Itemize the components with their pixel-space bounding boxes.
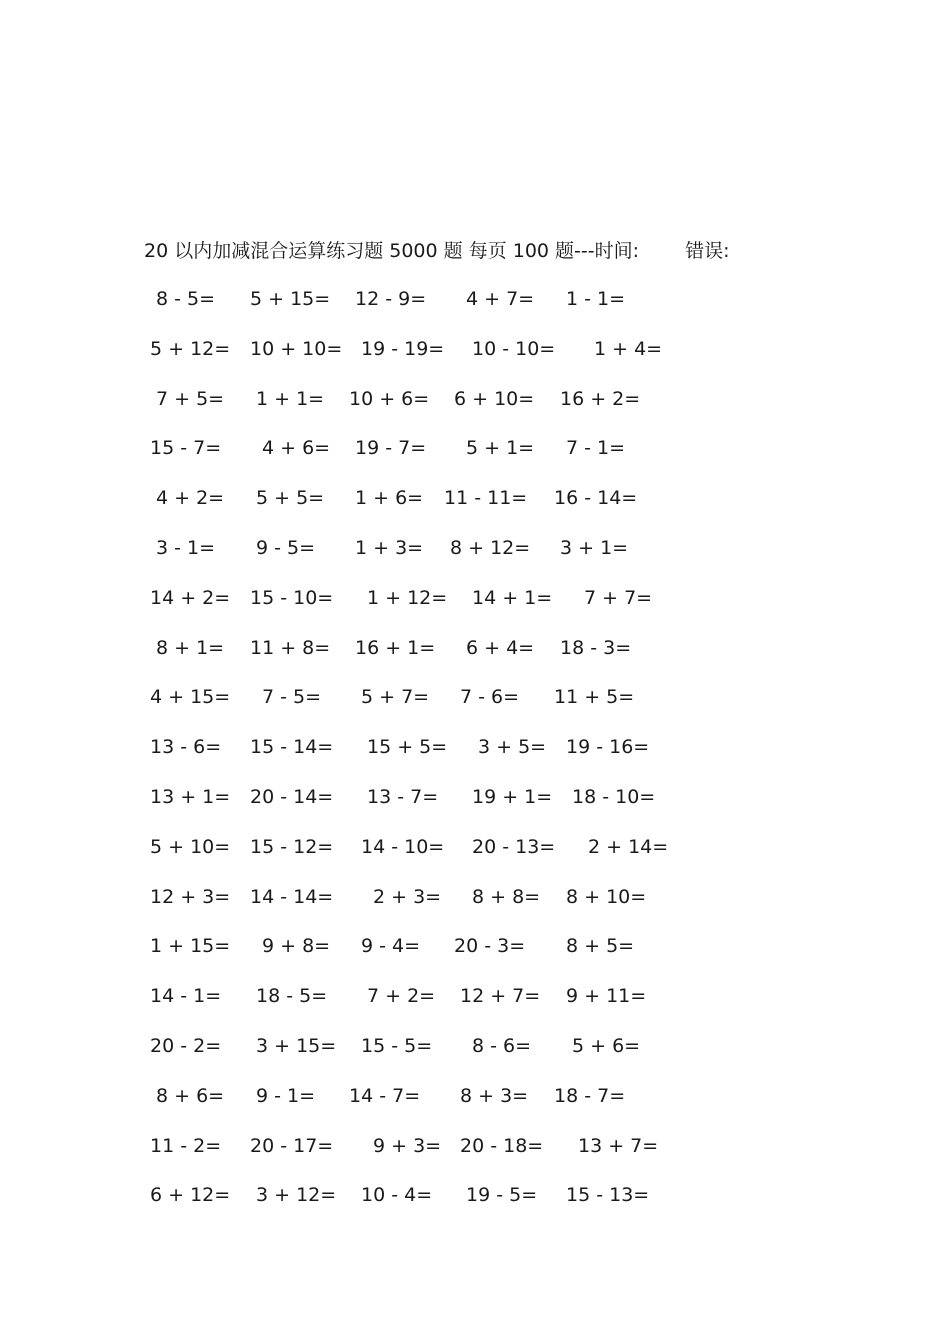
problem-item: 13 - 6=	[150, 736, 222, 759]
problem-item: 8 + 5=	[566, 935, 635, 958]
problem-item: 7 + 2=	[367, 985, 436, 1008]
problem-item: 11 + 5=	[554, 686, 635, 709]
problem-item: 13 - 7=	[367, 786, 439, 808]
problem-item: 3 - 1=	[156, 537, 216, 559]
problem-item: 8 + 12=	[450, 537, 531, 559]
problem-row	[0, 334, 950, 364]
problem-item: 1 - 1=	[566, 288, 626, 310]
problem-item: 16 + 2=	[560, 387, 641, 410]
problem-item: 20 - 13=	[472, 835, 556, 858]
problem-item: 8 - 6=	[472, 1035, 532, 1057]
problem-row	[0, 682, 950, 712]
problem-item: 3 + 12=	[256, 1184, 337, 1207]
problem-item: 6 + 10=	[454, 387, 535, 410]
problem-row	[0, 882, 950, 912]
problem-row	[0, 1081, 950, 1111]
problem-item: 14 + 2=	[150, 586, 231, 609]
problem-item: 9 + 3=	[373, 1134, 442, 1157]
problem-row	[0, 583, 950, 613]
problem-item: 7 - 5=	[262, 686, 322, 709]
problem-item: 8 - 5=	[156, 288, 216, 310]
problem-item: 9 - 5=	[256, 537, 316, 559]
problem-item: 1 + 3=	[355, 537, 424, 559]
problem-item: 5 + 15=	[250, 288, 331, 310]
problem-item: 15 - 5=	[361, 1035, 433, 1057]
problem-row	[0, 1131, 950, 1161]
problem-item: 20 - 2=	[150, 1035, 222, 1057]
problem-item: 15 - 12=	[250, 835, 334, 858]
problem-item: 19 + 1=	[472, 786, 553, 808]
problem-item: 4 + 6=	[262, 437, 331, 460]
problem-item: 11 - 11=	[444, 487, 528, 510]
problem-item: 10 + 10=	[250, 337, 343, 360]
problem-item: 10 - 10=	[472, 337, 556, 360]
problem-item: 19 - 19=	[361, 337, 445, 360]
problem-item: 14 - 7=	[349, 1084, 421, 1107]
problem-item: 12 + 3=	[150, 885, 231, 908]
problem-item: 8 + 1=	[156, 636, 225, 659]
problem-row	[0, 981, 950, 1011]
problem-item: 9 + 11=	[566, 985, 647, 1008]
problem-item: 1 + 4=	[594, 337, 663, 360]
errors-label: 错误:	[685, 240, 730, 262]
problem-item: 19 - 5=	[466, 1184, 538, 1207]
problem-item: 20 - 3=	[454, 935, 526, 958]
problem-item: 5 + 5=	[256, 487, 325, 510]
problem-item: 11 - 2=	[150, 1134, 222, 1157]
problem-item: 7 + 7=	[584, 586, 653, 609]
problem-item: 2 + 3=	[373, 885, 442, 908]
problem-item: 4 + 15=	[150, 686, 231, 709]
problem-item: 6 + 12=	[150, 1184, 231, 1207]
problem-item: 11 + 8=	[250, 636, 331, 659]
problem-item: 2 + 14=	[588, 835, 669, 858]
problem-row	[0, 533, 950, 563]
worksheet-header	[144, 236, 729, 263]
problem-item: 8 + 6=	[156, 1084, 225, 1107]
problem-item: 5 + 10=	[150, 835, 231, 858]
problem-item: 1 + 6=	[355, 487, 424, 510]
problem-item: 5 + 12=	[150, 337, 231, 360]
problem-item: 5 + 6=	[572, 1035, 641, 1057]
problem-item: 8 + 8=	[472, 885, 541, 908]
problem-item: 20 - 14=	[250, 786, 334, 808]
problem-item: 18 - 7=	[554, 1084, 626, 1107]
problem-item: 12 + 7=	[460, 985, 541, 1008]
problem-item: 3 + 15=	[256, 1035, 337, 1057]
problem-item: 7 - 1=	[566, 437, 626, 460]
problem-item: 18 - 3=	[560, 636, 632, 659]
problem-item: 18 - 10=	[572, 786, 656, 808]
problem-item: 15 - 13=	[566, 1184, 650, 1207]
problem-item: 16 - 14=	[554, 487, 638, 510]
problem-item: 3 + 1=	[560, 537, 629, 559]
problem-item: 4 + 7=	[466, 288, 535, 310]
problem-item: 12 - 9=	[355, 288, 427, 310]
problem-row	[0, 931, 950, 961]
problem-item: 7 + 5=	[156, 387, 225, 410]
problem-row	[0, 433, 950, 463]
problem-item: 20 - 18=	[460, 1134, 544, 1157]
problem-item: 19 - 7=	[355, 437, 427, 460]
problem-item: 10 - 4=	[361, 1184, 433, 1207]
problem-item: 15 - 7=	[150, 437, 222, 460]
problem-item: 14 + 1=	[472, 586, 553, 609]
problem-item: 15 - 14=	[250, 736, 334, 759]
problem-item: 7 - 6=	[460, 686, 520, 709]
problem-item: 1 + 15=	[150, 935, 231, 958]
problem-row	[0, 1031, 950, 1061]
problem-item: 14 - 14=	[250, 885, 334, 908]
problem-item: 5 + 7=	[361, 686, 430, 709]
problem-item: 19 - 16=	[566, 736, 650, 759]
problem-item: 15 - 10=	[250, 586, 334, 609]
problem-item: 8 + 10=	[566, 885, 647, 908]
problem-item: 18 - 5=	[256, 985, 328, 1008]
problem-item: 1 + 1=	[256, 387, 325, 410]
problem-item: 13 + 1=	[150, 786, 231, 808]
problem-item: 9 - 1=	[256, 1084, 316, 1107]
problem-item: 14 - 1=	[150, 985, 222, 1008]
problem-item: 5 + 1=	[466, 437, 535, 460]
problem-item: 8 + 3=	[460, 1084, 529, 1107]
problem-item: 14 - 10=	[361, 835, 445, 858]
problem-item: 4 + 2=	[156, 487, 225, 510]
problem-item: 10 + 6=	[349, 387, 430, 410]
problem-item: 3 + 5=	[478, 736, 547, 759]
problem-row	[0, 782, 950, 812]
problem-item: 13 + 7=	[578, 1134, 659, 1157]
problem-item: 1 + 12=	[367, 586, 448, 609]
problem-row	[0, 732, 950, 762]
problem-item: 9 + 8=	[262, 935, 331, 958]
problem-item: 6 + 4=	[466, 636, 535, 659]
problem-row	[0, 284, 950, 314]
problem-item: 9 - 4=	[361, 935, 421, 958]
page-title: 20 以内加减混合运算练习题 5000 题 每页 100 题---时间:	[144, 240, 640, 262]
problem-item: 16 + 1=	[355, 636, 436, 659]
problem-row	[0, 1180, 950, 1210]
problem-row	[0, 384, 950, 414]
problem-item: 15 + 5=	[367, 736, 448, 759]
problem-row	[0, 832, 950, 862]
problem-item: 20 - 17=	[250, 1134, 334, 1157]
problem-row	[0, 483, 950, 513]
problem-row	[0, 633, 950, 663]
